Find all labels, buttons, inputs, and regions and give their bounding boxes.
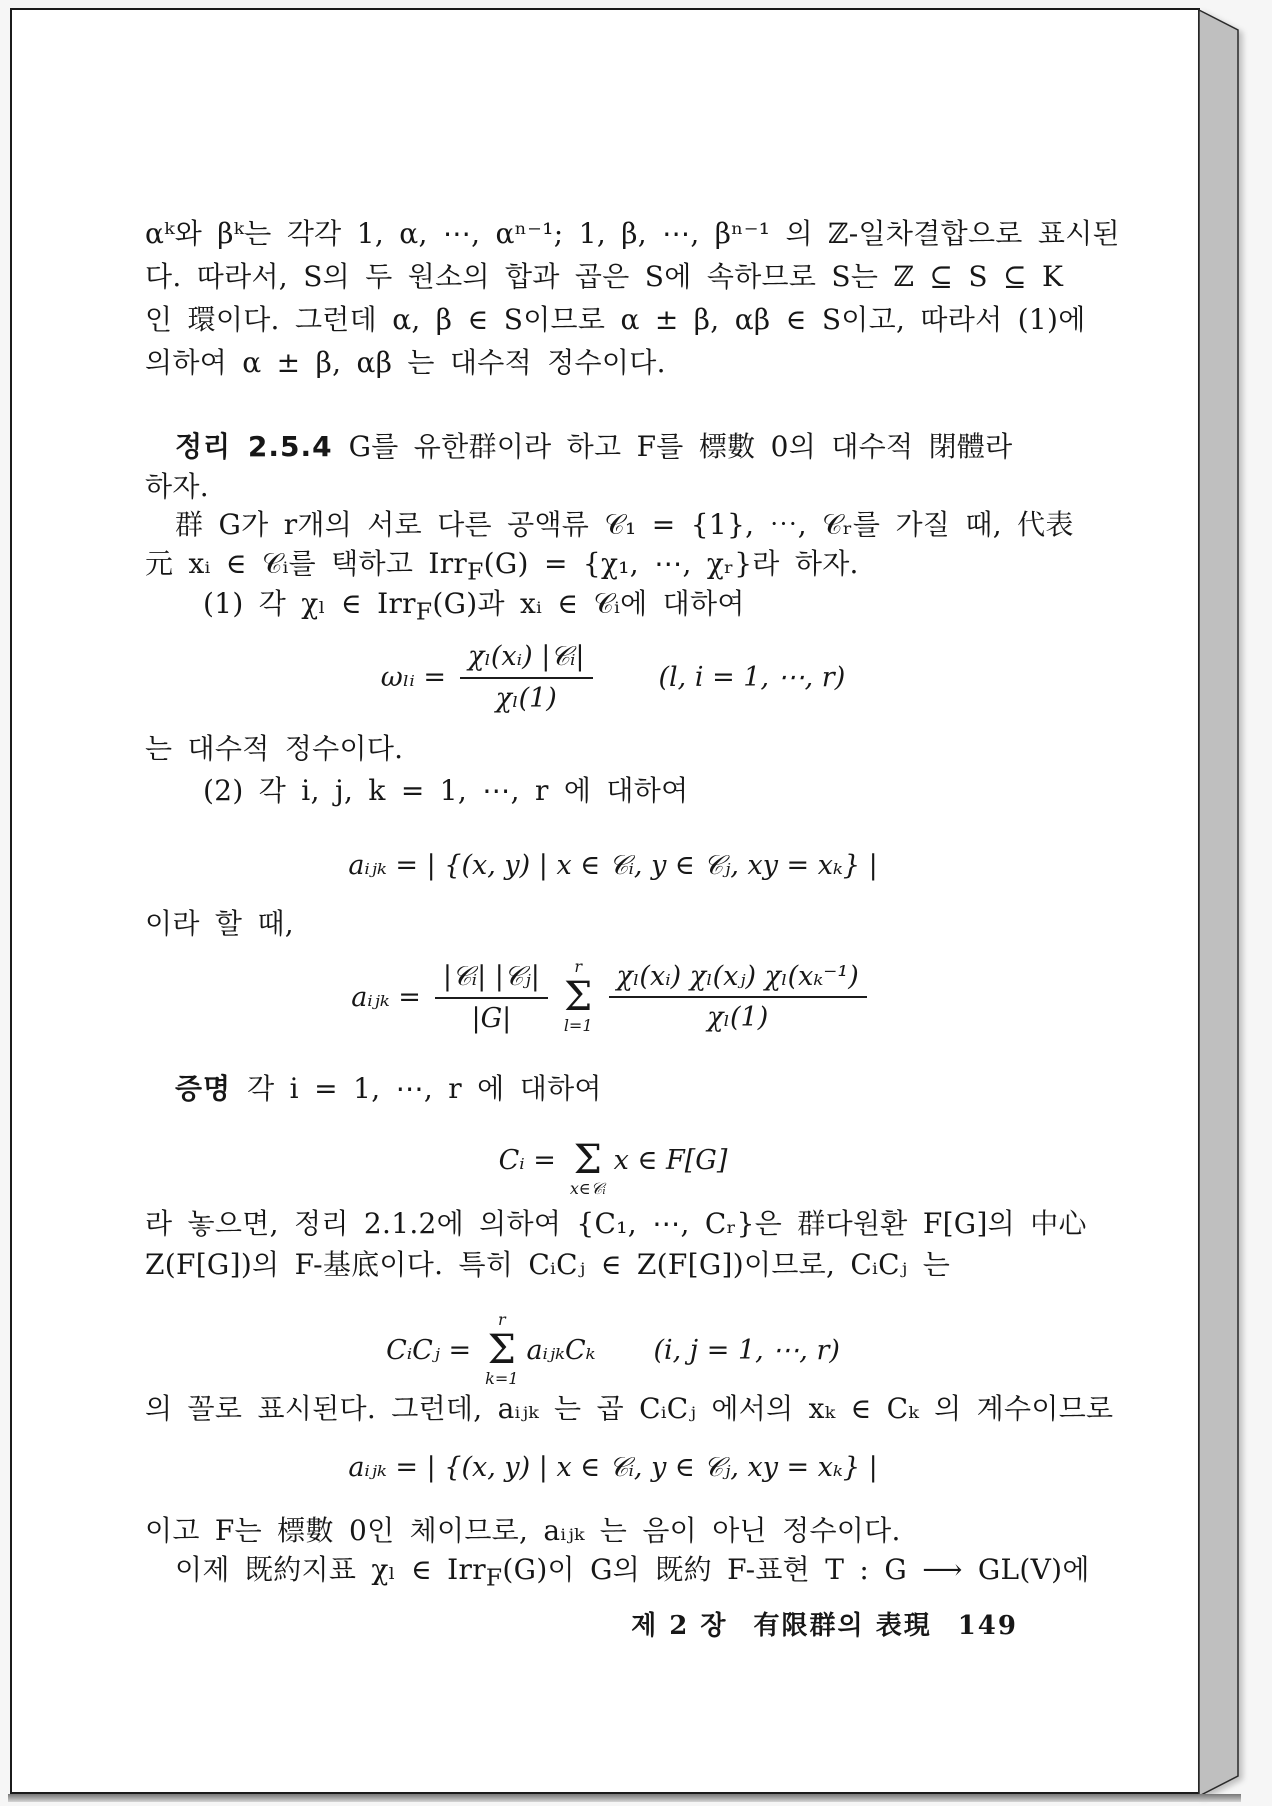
omega-denominator: χₗ(1) xyxy=(495,683,557,714)
paragraph1-line4: 의하여 α ± β, αβ 는 대수적 정수이다. xyxy=(145,346,666,379)
proof-line5 xyxy=(145,1551,1111,1591)
sigma-lower-limit: x∈𝒞ᵢ xyxy=(569,1178,606,1198)
sigma-lower-limit: k=1 xyxy=(485,1368,519,1388)
sum-fraction2 xyxy=(609,961,867,1033)
product-lhs: CᵢCⱼ = xyxy=(386,1334,472,1366)
sum-frac1-denominator: |G| xyxy=(471,1002,512,1034)
irr-subscript: F xyxy=(415,597,433,626)
theorem-line-when: 이라 할 때, xyxy=(145,907,294,940)
proof-line2: Z(F[G])의 F-基底이다. 특히 CᵢCⱼ ∈ Z(F[G])이므로, CᵢCⱼ 는 xyxy=(145,1248,951,1281)
theorem-line3: 群 G가 r개의 서로 다른 공액류 𝒞₁ = {1}, ⋯, 𝒞ᵣ를 가질 때, 代表 xyxy=(175,508,1074,541)
footer-chapter: 제 2 장 xyxy=(631,1611,728,1641)
formula-sum xyxy=(145,938,1081,1056)
class-sum-rhs: x ∈ F[G] xyxy=(613,1144,728,1176)
sigma-upper-limit: r xyxy=(574,956,582,976)
sigma-glyph: Σ xyxy=(564,973,593,1020)
book-right-edge xyxy=(1198,4,1246,1804)
theorem-line4-post: (G) = {χ₁, ⋯, χᵣ}라 하자. xyxy=(483,547,859,580)
sum-fraction1 xyxy=(435,961,548,1034)
proof-line4: 이고 F는 標數 0인 체이므로, aᵢⱼₖ 는 음이 아닌 정수이다. xyxy=(145,1514,901,1547)
theorem-item2: (2) 각 i, j, k = 1, ⋯, r 에 대하여 xyxy=(203,774,689,807)
paragraph1-line3: 인 環이다. 그런데 α, β ∈ S이므로 α ± β, αβ ∈ S이고, 따라서 (1)에 xyxy=(145,303,1086,336)
sigma-operator xyxy=(570,1122,606,1199)
formula-omega xyxy=(145,630,1081,725)
product-rhs: aᵢⱼₖCₖ xyxy=(526,1334,596,1366)
sigma-glyph: Σ xyxy=(487,1326,516,1373)
structure-constant-text: aᵢⱼₖ = | {(x, y) | x ∈ 𝒞ᵢ, y ∈ 𝒞ⱼ, xy = xₖ} | xyxy=(348,850,878,881)
paragraph1-line2: 다. 따라서, S의 두 원소의 합과 곱은 S에 속하므로 S는 ℤ ⊆ S ⊆ K xyxy=(145,260,1064,293)
sum-lhs: aᵢⱼₖ = xyxy=(351,981,421,1013)
proof-label: 증명 xyxy=(175,1072,232,1105)
proof-intro-rest: 각 i = 1, ⋯, r 에 대하여 xyxy=(247,1072,602,1105)
irr-subscript: F xyxy=(467,557,484,586)
theorem-line1-rest: G를 유한群이라 하고 F를 標數 0의 대수적 閉體라 xyxy=(348,430,1013,463)
book-bottom-edge xyxy=(8,1794,1241,1802)
class-sum-lhs: Cᵢ = xyxy=(498,1144,556,1176)
omega-fraction xyxy=(460,641,593,714)
formula-structure-constant-2 xyxy=(145,1447,1081,1489)
theorem-heading xyxy=(145,428,1111,468)
page-edge-shape xyxy=(1199,10,1238,1796)
formula-class-sum xyxy=(145,1115,1081,1205)
theorem-line-alg: 는 대수적 정수이다. xyxy=(145,732,404,765)
irr-subscript: F xyxy=(485,1563,503,1592)
item1-post: (G)과 xᵢ ∈ 𝒞ᵢ에 대하여 xyxy=(432,587,745,620)
proof-line3: 의 꼴로 표시된다. 그런데, aᵢⱼₖ 는 곱 CᵢCⱼ 에서의 xₖ ∈ Cₖ 의 계수이므로 xyxy=(145,1392,1114,1425)
sigma-glyph: Σ xyxy=(573,1136,602,1183)
proof-heading xyxy=(145,1070,1111,1110)
proof-line5-post: (G)이 G의 既約 F-표현 T : G ⟶ GL(V)에 xyxy=(502,1553,1090,1586)
theorem-line4 xyxy=(145,545,1081,585)
formula-product xyxy=(145,1310,1081,1390)
omega-range: (l, i = 1, ⋯, r) xyxy=(658,662,846,693)
proof-line1: 라 놓으면, 정리 2.1.2에 의하여 {C₁, ⋯, Cᵣ}은 群다원환 F[G]의 中心 xyxy=(145,1207,1087,1240)
omega-lhs: ωₗᵢ = xyxy=(380,662,446,693)
sum-frac2-denominator: χₗ(1) xyxy=(707,1002,769,1033)
theorem-label: 정리 2.5.4 xyxy=(175,430,333,463)
footer-page-number: 149 xyxy=(957,1611,1018,1641)
book-page xyxy=(10,8,1200,1794)
theorem-line2: 하자. xyxy=(145,470,209,503)
sum-frac2-numerator: χₗ(xᵢ) χₗ(xⱼ) χₗ(xₖ⁻¹) xyxy=(609,961,867,998)
sum-frac1-numerator: |𝒞ᵢ| |𝒞ⱼ| xyxy=(435,961,548,999)
footer-section-title: 有限群의 表現 xyxy=(753,1611,932,1641)
sigma-upper-limit: r xyxy=(497,1309,506,1329)
theorem-line4-pre: 元 xᵢ ∈ 𝒞ᵢ를 택하고 Irr xyxy=(145,547,468,580)
product-range: (i, j = 1, ⋯, r) xyxy=(653,1334,840,1366)
proof-line5-pre: 이제 既約지표 χₗ ∈ Irr xyxy=(175,1553,486,1586)
theorem-item1 xyxy=(145,585,1139,625)
item1-pre: (1) 각 χₗ ∈ Irr xyxy=(203,587,416,620)
structure-constant2-text: aᵢⱼₖ = | {(x, y) | x ∈ 𝒞ᵢ, y ∈ 𝒞ⱼ, xy = xₖ} | xyxy=(348,1452,878,1483)
omega-numerator: χₗ(xᵢ) |𝒞ᵢ| xyxy=(460,641,593,679)
formula-structure-constant xyxy=(145,845,1081,887)
page-footer xyxy=(631,1605,1018,1642)
sigma-operator xyxy=(563,956,593,1036)
paragraph1-line1: αᵏ와 βᵏ는 각각 1, α, ⋯, αⁿ⁻¹; 1, β, ⋯, βⁿ⁻¹ 의 ℤ-일차결합으로 표시된 xyxy=(145,217,1120,250)
sigma-operator xyxy=(485,1309,519,1389)
sigma-lower-limit: l=1 xyxy=(563,1015,593,1035)
